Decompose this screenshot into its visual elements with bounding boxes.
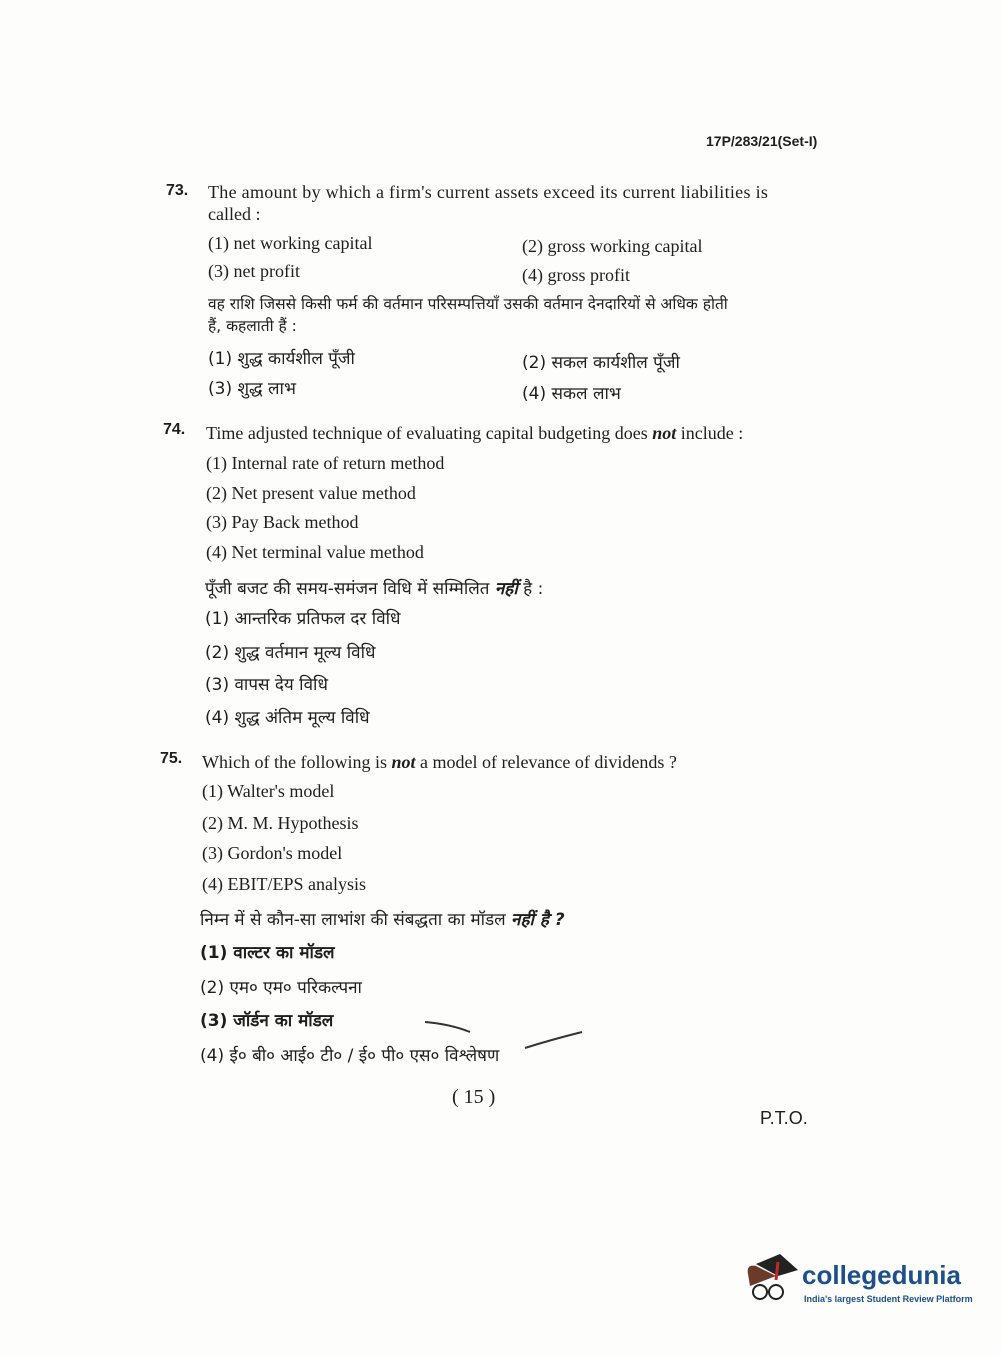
emphasis: नहीं — [494, 579, 518, 599]
option-en-3: (3) net profit — [208, 261, 300, 281]
page-number: ( 15 ) — [452, 1086, 496, 1108]
option-en-3: (3) Pay Back method — [206, 512, 359, 532]
brand-tagline: India's largest Student Review Platform — [804, 1294, 973, 1304]
question-text-en: The amount by which a firm's current assets exceed its current liabilities is — [208, 182, 769, 202]
pto-label: P.T.O. — [760, 1108, 808, 1128]
text: a model of relevance of dividends ? — [415, 752, 677, 772]
emphasis: नहीं है ? — [511, 910, 565, 930]
option-en-1: (1) net working capital — [208, 233, 373, 253]
option-hi-2: (2) शुद्ध वर्तमान मूल्य विधि — [205, 643, 376, 663]
question-text-hi-cont: हैं, कहलाती हैं : — [208, 317, 297, 335]
option-en-2: (2) Net present value method — [206, 483, 416, 503]
option-en-4: (4) EBIT/EPS analysis — [202, 874, 366, 894]
question-number: 74. — [163, 421, 186, 438]
question-number: 73. — [166, 182, 189, 199]
text: include : — [676, 423, 744, 443]
scan-marks — [420, 1010, 590, 1060]
emphasis: not — [391, 752, 416, 772]
option-hi-1: (1) वाल्टर का मॉडल — [200, 943, 335, 963]
question-text-hi — [200, 907, 565, 930]
option-hi-4: (4) सकल लाभ — [522, 384, 621, 404]
question-text-en-cont: called : — [208, 204, 261, 224]
paper-code: 17P/283/21(Set-I) — [706, 133, 818, 149]
text: निम्न में से कौन-सा लाभांश की संबद्धता का मॉडल — [200, 910, 512, 930]
option-en-4: (4) gross profit — [522, 265, 630, 285]
text: पूँजी बजट की समय-समंजन विधि में सम्मिलित — [205, 579, 495, 599]
question-text-hi — [205, 576, 543, 599]
question-number: 75. — [160, 750, 183, 767]
option-en-1: (1) Internal rate of return method — [206, 453, 445, 473]
option-hi-1: (1) आन्तरिक प्रतिफल दर विधि — [205, 609, 401, 629]
text: Time adjusted technique of evaluating capital budgeting does — [206, 423, 653, 443]
option-en-3: (3) Gordon's model — [202, 843, 343, 863]
option-hi-4: (4) शुद्ध अंतिम मूल्य विधि — [205, 708, 370, 728]
option-en-2: (2) gross working capital — [522, 236, 703, 256]
question-text-en — [206, 423, 743, 444]
emphasis: not — [652, 423, 677, 443]
option-hi-3: (3) शुद्ध लाभ — [208, 379, 296, 399]
option-hi-4: (4) ई० बी० आई० टी० / ई० पी० एस० विश्लेषण — [200, 1046, 500, 1066]
option-en-4: (4) Net terminal value method — [206, 542, 424, 562]
option-en-1: (1) Walter's model — [202, 781, 335, 801]
collegedunia-logo — [742, 1250, 972, 1312]
mascot-icon — [742, 1250, 800, 1312]
option-hi-2: (2) सकल कार्यशील पूँजी — [522, 353, 680, 373]
text: Which of the following is — [202, 752, 392, 772]
option-hi-3: (3) वापस देय विधि — [205, 675, 328, 695]
option-hi-3: (3) जॉर्डन का मॉडल — [200, 1011, 334, 1031]
brand-name: collegedunia — [802, 1260, 961, 1290]
question-text-hi: वह राशि जिससे किसी फर्म की वर्तमान परिसम्पत्तियाँ उसकी वर्तमान देनदारियों से अधिक होती — [208, 295, 728, 313]
option-hi-1: (1) शुद्ध कार्यशील पूँजी — [208, 349, 355, 369]
text: है : — [517, 579, 544, 599]
option-hi-2: (2) एम० एम० परिकल्पना — [200, 978, 362, 998]
question-text-en — [202, 752, 677, 773]
option-en-2: (2) M. M. Hypothesis — [202, 813, 359, 833]
